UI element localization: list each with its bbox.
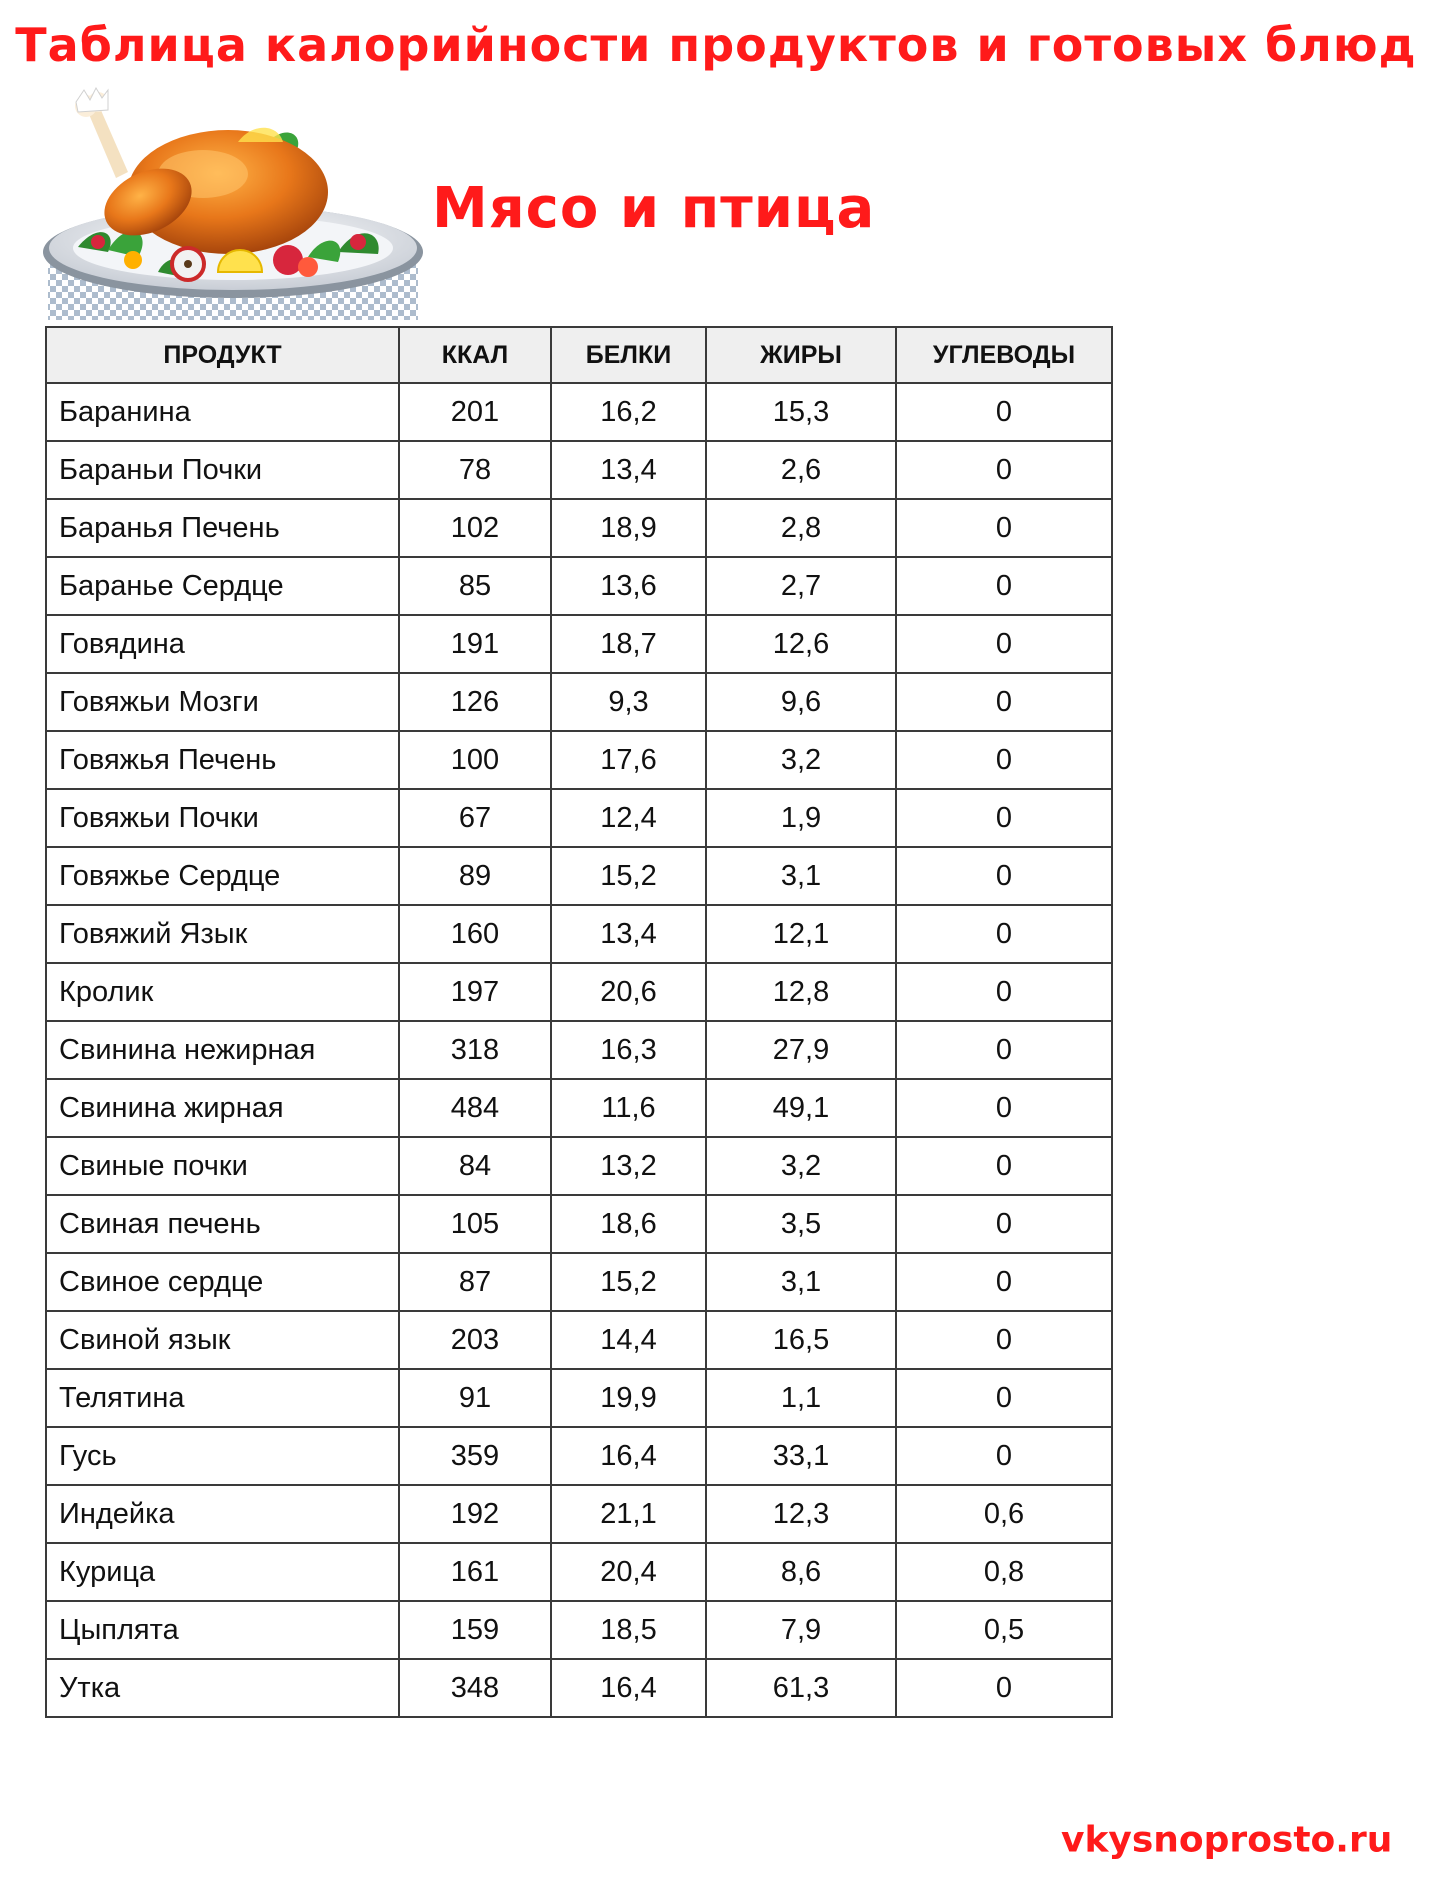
cell-kcal: 161 [399,1543,551,1601]
table-row [46,1021,1112,1079]
table-row [46,1601,1112,1659]
cell-fat: 16,5 [706,1311,896,1369]
cell-protein: 19,9 [551,1369,706,1427]
cell-protein: 18,9 [551,499,706,557]
cell-carbs: 0 [896,615,1112,673]
column-header-fat: ЖИРЫ [706,327,896,383]
cell-kcal: 160 [399,905,551,963]
table-row [46,1369,1112,1427]
column-header-carbs: УГЛЕВОДЫ [896,327,1112,383]
table-row [46,1253,1112,1311]
cell-fat: 12,1 [706,905,896,963]
table-row [46,731,1112,789]
cell-fat: 12,8 [706,963,896,1021]
cell-fat: 1,1 [706,1369,896,1427]
cell-kcal: 159 [399,1601,551,1659]
cell-product: Говяжье Сердце [46,847,399,905]
cell-kcal: 84 [399,1137,551,1195]
cell-protein: 13,4 [551,441,706,499]
cell-kcal: 318 [399,1021,551,1079]
cell-product: Гусь [46,1427,399,1485]
calorie-table [45,326,1113,1718]
cell-protein: 21,1 [551,1485,706,1543]
cell-product: Телятина [46,1369,399,1427]
cell-fat: 3,2 [706,731,896,789]
table-row [46,1079,1112,1137]
table-body [46,383,1112,1717]
cell-product: Цыплята [46,1601,399,1659]
cell-protein: 18,7 [551,615,706,673]
cell-product: Кролик [46,963,399,1021]
page-title: Таблица калорийности продуктов и готовых блюд [15,18,1417,72]
cell-carbs: 0,5 [896,1601,1112,1659]
cell-product: Свиное сердце [46,1253,399,1311]
cell-product: Говяжьи Мозги [46,673,399,731]
cell-carbs: 0 [896,383,1112,441]
cell-carbs: 0 [896,1427,1112,1485]
cell-protein: 16,2 [551,383,706,441]
cell-product: Свиные почки [46,1137,399,1195]
cell-product: Курица [46,1543,399,1601]
table-header [46,327,1112,383]
cell-product: Бараньи Почки [46,441,399,499]
cell-kcal: 201 [399,383,551,441]
cell-product: Баранье Сердце [46,557,399,615]
cell-protein: 13,2 [551,1137,706,1195]
cell-kcal: 78 [399,441,551,499]
table-row [46,963,1112,1021]
cell-protein: 17,6 [551,731,706,789]
cell-carbs: 0 [896,789,1112,847]
cell-fat: 3,5 [706,1195,896,1253]
cell-protein: 14,4 [551,1311,706,1369]
cell-product: Баранина [46,383,399,441]
cell-product: Говядина [46,615,399,673]
cell-kcal: 203 [399,1311,551,1369]
table-row [46,1659,1112,1717]
cell-carbs: 0 [896,1253,1112,1311]
column-header-product: ПРОДУКТ [46,327,399,383]
cell-product: Говяжья Печень [46,731,399,789]
cell-protein: 20,4 [551,1543,706,1601]
cell-carbs: 0 [896,847,1112,905]
cell-kcal: 87 [399,1253,551,1311]
cell-protein: 15,2 [551,1253,706,1311]
cell-fat: 27,9 [706,1021,896,1079]
cell-carbs: 0 [896,963,1112,1021]
cell-kcal: 348 [399,1659,551,1717]
column-header-kcal: ККАЛ [399,327,551,383]
cell-fat: 3,2 [706,1137,896,1195]
table-row [46,441,1112,499]
cell-fat: 12,3 [706,1485,896,1543]
table-row [46,615,1112,673]
cell-carbs: 0 [896,1311,1112,1369]
cell-kcal: 191 [399,615,551,673]
cell-carbs: 0 [896,1021,1112,1079]
roast-turkey-on-platter-icon [38,82,428,322]
table-row [46,905,1112,963]
cell-product: Свиная печень [46,1195,399,1253]
cell-protein: 9,3 [551,673,706,731]
cell-carbs: 0 [896,1659,1112,1717]
cell-product: Баранья Печень [46,499,399,557]
table-row [46,1485,1112,1543]
table-row [46,847,1112,905]
table-row [46,1195,1112,1253]
table-row [46,673,1112,731]
cell-product: Утка [46,1659,399,1717]
cell-kcal: 359 [399,1427,551,1485]
cell-fat: 3,1 [706,1253,896,1311]
cell-fat: 49,1 [706,1079,896,1137]
table-row [46,1543,1112,1601]
cell-protein: 18,6 [551,1195,706,1253]
cell-protein: 20,6 [551,963,706,1021]
cell-kcal: 192 [399,1485,551,1543]
cell-fat: 15,3 [706,383,896,441]
table-row [46,499,1112,557]
cell-carbs: 0 [896,731,1112,789]
table-row [46,1311,1112,1369]
cell-product: Говяжий Язык [46,905,399,963]
cell-kcal: 126 [399,673,551,731]
cell-kcal: 67 [399,789,551,847]
cell-carbs: 0,8 [896,1543,1112,1601]
cell-product: Свиной язык [46,1311,399,1369]
cell-product: Свинина жирная [46,1079,399,1137]
table-row [46,383,1112,441]
cell-product: Свинина нежирная [46,1021,399,1079]
cell-protein: 13,6 [551,557,706,615]
cell-fat: 2,8 [706,499,896,557]
cell-fat: 1,9 [706,789,896,847]
cell-carbs: 0 [896,1137,1112,1195]
table-row [46,1427,1112,1485]
cell-kcal: 100 [399,731,551,789]
cell-protein: 12,4 [551,789,706,847]
table-row [46,557,1112,615]
cell-protein: 16,3 [551,1021,706,1079]
cell-carbs: 0 [896,673,1112,731]
cell-fat: 61,3 [706,1659,896,1717]
cell-kcal: 105 [399,1195,551,1253]
cell-carbs: 0 [896,1079,1112,1137]
column-header-protein: БЕЛКИ [551,327,706,383]
cell-kcal: 484 [399,1079,551,1137]
cell-fat: 12,6 [706,615,896,673]
cell-product: Индейка [46,1485,399,1543]
cell-carbs: 0 [896,557,1112,615]
cell-fat: 8,6 [706,1543,896,1601]
cell-kcal: 89 [399,847,551,905]
cell-fat: 33,1 [706,1427,896,1485]
table-row [46,789,1112,847]
cell-fat: 9,6 [706,673,896,731]
cell-fat: 7,9 [706,1601,896,1659]
cell-carbs: 0 [896,1369,1112,1427]
table-header-row [46,327,1112,383]
section-title: Мясо и птица [432,176,876,241]
cell-protein: 15,2 [551,847,706,905]
cell-protein: 16,4 [551,1427,706,1485]
cell-fat: 2,6 [706,441,896,499]
cell-fat: 2,7 [706,557,896,615]
cell-protein: 13,4 [551,905,706,963]
cell-kcal: 91 [399,1369,551,1427]
cell-kcal: 102 [399,499,551,557]
cell-protein: 18,5 [551,1601,706,1659]
site-url: vkysnoprosto.ru [1061,1819,1393,1861]
cell-protein: 11,6 [551,1079,706,1137]
cell-product: Говяжьи Почки [46,789,399,847]
cell-fat: 3,1 [706,847,896,905]
cell-kcal: 197 [399,963,551,1021]
cell-carbs: 0 [896,905,1112,963]
cell-protein: 16,4 [551,1659,706,1717]
cell-carbs: 0 [896,499,1112,557]
cell-carbs: 0 [896,441,1112,499]
table-row [46,1137,1112,1195]
cell-carbs: 0,6 [896,1485,1112,1543]
cell-kcal: 85 [399,557,551,615]
cell-carbs: 0 [896,1195,1112,1253]
